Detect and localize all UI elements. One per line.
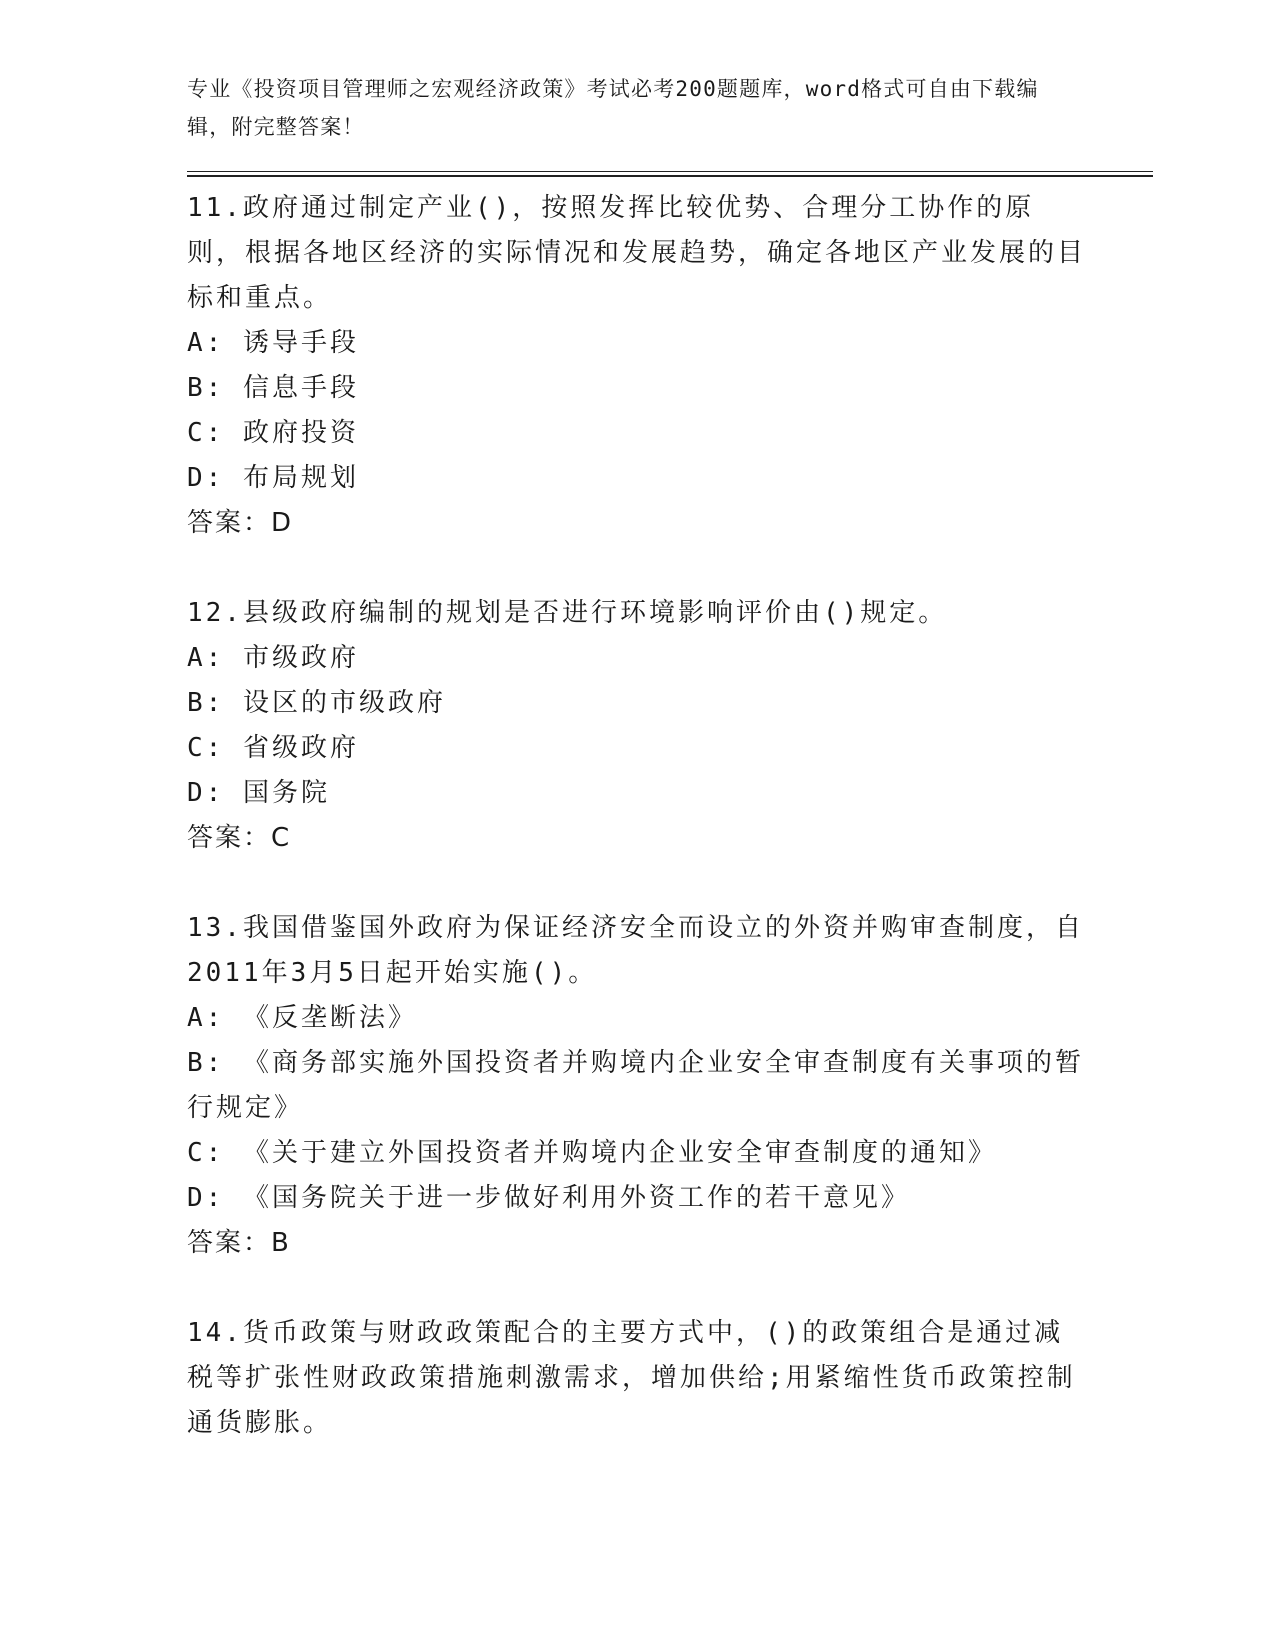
option-key: C:: [187, 733, 225, 763]
option-c: [187, 1131, 1087, 1176]
option-text: 《关于建立外国投资者并购境内企业安全审查制度的通知》: [242, 1138, 997, 1168]
option-key: A:: [187, 1003, 225, 1033]
option-key: B:: [187, 373, 225, 403]
option-text: 省级政府: [242, 733, 359, 763]
option-c: [187, 411, 1087, 456]
question-list: [187, 186, 1087, 1491]
option-text: 诱导手段: [242, 328, 359, 358]
option-text: 市级政府: [242, 643, 359, 673]
option-key: C:: [187, 418, 225, 448]
option-text: 政府投资: [242, 418, 359, 448]
question-stem: 13.我国借鉴国外政府为保证经济安全而设立的外资并购审查制度，自2011年3月5日起开始实施()。: [187, 913, 1084, 988]
option-key: A:: [187, 328, 225, 358]
option-b: [187, 1041, 1087, 1131]
option-d: [187, 1176, 1087, 1221]
option-text: 设区的市级政府: [242, 688, 446, 718]
document-header: 专业《投资项目管理师之宏观经济政策》考试必考200题题库，word格式可自由下载编辑，附完整答案！: [187, 77, 1039, 139]
question-14: [187, 1311, 1087, 1446]
option-text: 《反垄断法》: [242, 1003, 417, 1033]
option-text: 信息手段: [242, 373, 359, 403]
answer-line: 答案：C: [187, 823, 292, 853]
option-text: 《国务院关于进一步做好利用外资工作的若干意见》: [242, 1183, 910, 1213]
option-text: 《商务部实施外国投资者并购境内企业安全审查制度有关事项的暂行规定》: [187, 1048, 1084, 1123]
question-stem: 14.货币政策与财政政策配合的主要方式中，()的政策组合是通过减税等扩张性财政政策措施刺激需求，增加供给;用紧缩性货币政策控制通货膨胀。: [187, 1318, 1076, 1438]
option-d: [187, 456, 1087, 501]
option-text: 布局规划: [242, 463, 359, 493]
question-stem: 11.政府通过制定产业()，按照发挥比较优势、合理分工协作的原则，根据各地区经济的实际情况和发展趋势，确定各地区产业发展的目标和重点。: [187, 193, 1087, 313]
question-11: [187, 186, 1087, 546]
option-key: B:: [187, 1048, 225, 1078]
option-key: C:: [187, 1138, 225, 1168]
option-b: [187, 681, 1087, 726]
question-stem: 12.县级政府编制的规划是否进行环境影响评价由()规定。: [187, 598, 948, 628]
option-key: B:: [187, 688, 225, 718]
option-key: A:: [187, 643, 225, 673]
option-key: D:: [187, 1183, 225, 1213]
question-12: [187, 591, 1087, 861]
answer-line: 答案：B: [187, 1228, 291, 1258]
option-b: [187, 366, 1087, 411]
option-key: D:: [187, 463, 225, 493]
question-13: [187, 906, 1087, 1266]
option-key: D:: [187, 778, 225, 808]
option-a: [187, 321, 1087, 366]
option-c: [187, 726, 1087, 771]
option-text: 国务院: [242, 778, 330, 808]
option-a: [187, 996, 1087, 1041]
option-a: [187, 636, 1087, 681]
option-d: [187, 771, 1087, 816]
answer-line: 答案：D: [187, 508, 294, 538]
header-divider-thick: [187, 175, 1153, 177]
header-divider-thin: [187, 171, 1153, 172]
